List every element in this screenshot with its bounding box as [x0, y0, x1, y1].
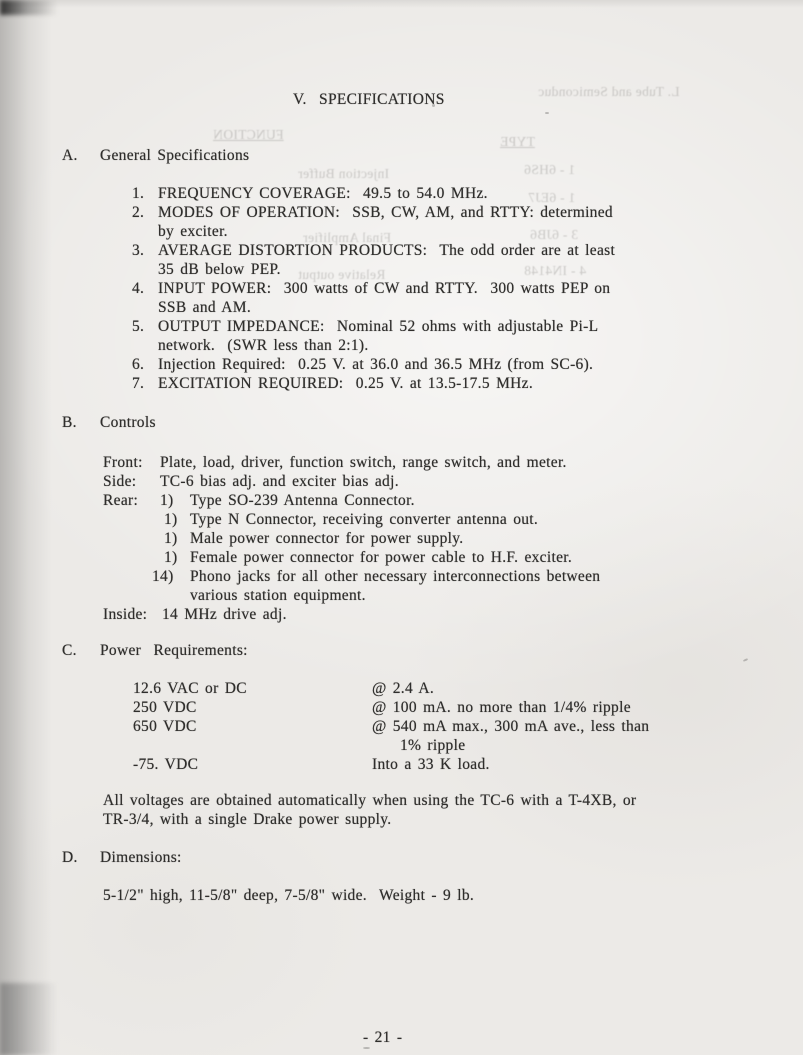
section-c-heading: Power Requirements:	[100, 642, 248, 659]
dimensions-text: 5-1/2" high, 11-5/8" deep, 7-5/8" wide. Weight - 9 lb.	[103, 887, 475, 904]
spec-item-number: 1.	[132, 185, 145, 202]
spec-item-number: 7.	[132, 375, 145, 392]
section-d-heading: Dimensions:	[100, 849, 182, 866]
power-source: 650 VDC	[133, 718, 197, 735]
controls-front-label: Front:	[103, 454, 143, 471]
spec-item-number: 3.	[132, 242, 145, 259]
power-source: -75. VDC	[133, 756, 199, 773]
section-c-letter: C.	[62, 642, 77, 659]
section-b-heading: Controls	[100, 414, 156, 431]
rear-item-text: Female power connector for power cable to H.F. exciter.	[190, 549, 573, 566]
bleedthrough-col-function: FUNCTION	[213, 127, 284, 142]
rear-item-text: Male power connector for power supply.	[190, 530, 464, 547]
rear-item-text: Type N Connector, receiving converter antenna out.	[190, 511, 539, 528]
spec-item-text: by exciter.	[158, 223, 228, 240]
bleedthrough-row-type: 4 - IN4148	[524, 263, 587, 278]
power-note: All voltages are obtained automatically when using the TC-6 with a T-4XB, or	[103, 792, 637, 809]
rear-item-number: 1)	[164, 511, 178, 528]
spec-item-text: FREQUENCY COVERAGE: 49.5 to 54.0 MHz.	[158, 185, 488, 202]
power-value: @ 2.4 A.	[372, 680, 435, 697]
spec-item-text: EXCITATION REQUIRED: 0.25 V. at 13.5-17.5 MHz.	[158, 375, 534, 392]
bleedthrough-header: L. Tube and Semiconduc	[538, 84, 680, 99]
spec-item-number: 5.	[132, 318, 145, 335]
spec-item-text: OUTPUT IMPEDANCE: Nominal 52 ohms with adjustable Pi-L	[158, 318, 599, 335]
spec-item-text: SSB and AM.	[158, 299, 252, 316]
rear-item-text: Phono jacks for all other necessary interconnections between	[190, 568, 601, 585]
section-a-letter: A.	[62, 147, 78, 164]
section-b-letter: B.	[62, 414, 77, 431]
power-note: TR-3/4, with a single Drake power supply.	[103, 811, 392, 828]
rear-item-text: Type SO-239 Antenna Connector.	[190, 492, 415, 509]
controls-rear-label: Rear:	[103, 492, 139, 509]
bleedthrough-row-function: Injection Buffer	[298, 166, 390, 181]
controls-front-text: Plate, load, driver, function switch, range switch, and meter.	[160, 454, 567, 471]
section-d-letter: D.	[62, 849, 78, 866]
rear-item-number: 1)	[164, 549, 178, 566]
controls-side-text: TC-6 bias adj. and exciter bias adj.	[160, 473, 399, 490]
controls-inside-text: 14 MHz drive adj.	[162, 606, 287, 623]
rear-item-text: various station equipment.	[190, 587, 366, 604]
spec-item-number: 2.	[132, 204, 145, 221]
controls-side-label: Side:	[103, 473, 137, 490]
power-value: @ 540 mA max., 300 mA ave., less than	[372, 718, 650, 735]
controls-inside-label: Inside:	[103, 606, 148, 623]
page-number: - 21 -	[363, 1029, 403, 1046]
power-value: @ 100 mA. no more than 1/4% ripple	[372, 699, 631, 716]
spec-item-text: 35 dB below PEP.	[158, 261, 281, 278]
bleedthrough-row-type: 1 - 6HS6	[524, 162, 576, 177]
spec-item-text: INPUT POWER: 300 watts of CW and RTTY. 300 watts PEP on	[158, 280, 611, 297]
spec-item-text: network. (SWR less than 2:1).	[158, 337, 369, 354]
rear-item-number: 14)	[152, 568, 174, 585]
power-value: 1% ripple	[400, 737, 466, 754]
spec-item-text: Injection Required: 0.25 V. at 36.0 and 36.5 MHz (from SC-6).	[158, 356, 594, 373]
bleedthrough-row-function: Relative output	[298, 267, 386, 282]
power-source: 12.6 VAC or DC	[133, 680, 247, 697]
spec-item-number: 4.	[132, 280, 145, 297]
bleedthrough-row-type: 1 - 6EJ7	[528, 190, 576, 205]
bleedthrough-row-type: 3 - 6JB6	[530, 227, 579, 242]
bleedthrough-row-function: Final Amplifier	[303, 230, 392, 245]
rear-item-number: 1)	[164, 530, 178, 547]
section-a-heading: General Specifications	[100, 147, 250, 164]
spec-item-number: 6.	[132, 356, 145, 373]
power-source: 250 VDC	[133, 699, 197, 716]
rear-item-number: 1)	[160, 492, 174, 509]
power-value: Into a 33 K load.	[372, 756, 490, 773]
spec-item-text: AVERAGE DISTORTION PRODUCTS: The odd order are at least	[158, 242, 616, 259]
bleedthrough-col-type: TYPE	[500, 134, 535, 149]
page-title: V. SPECIFICATIONS	[293, 91, 445, 108]
spec-item-text: MODES OF OPERATION: SSB, CW, AM, and RTTY: determined	[158, 204, 613, 221]
